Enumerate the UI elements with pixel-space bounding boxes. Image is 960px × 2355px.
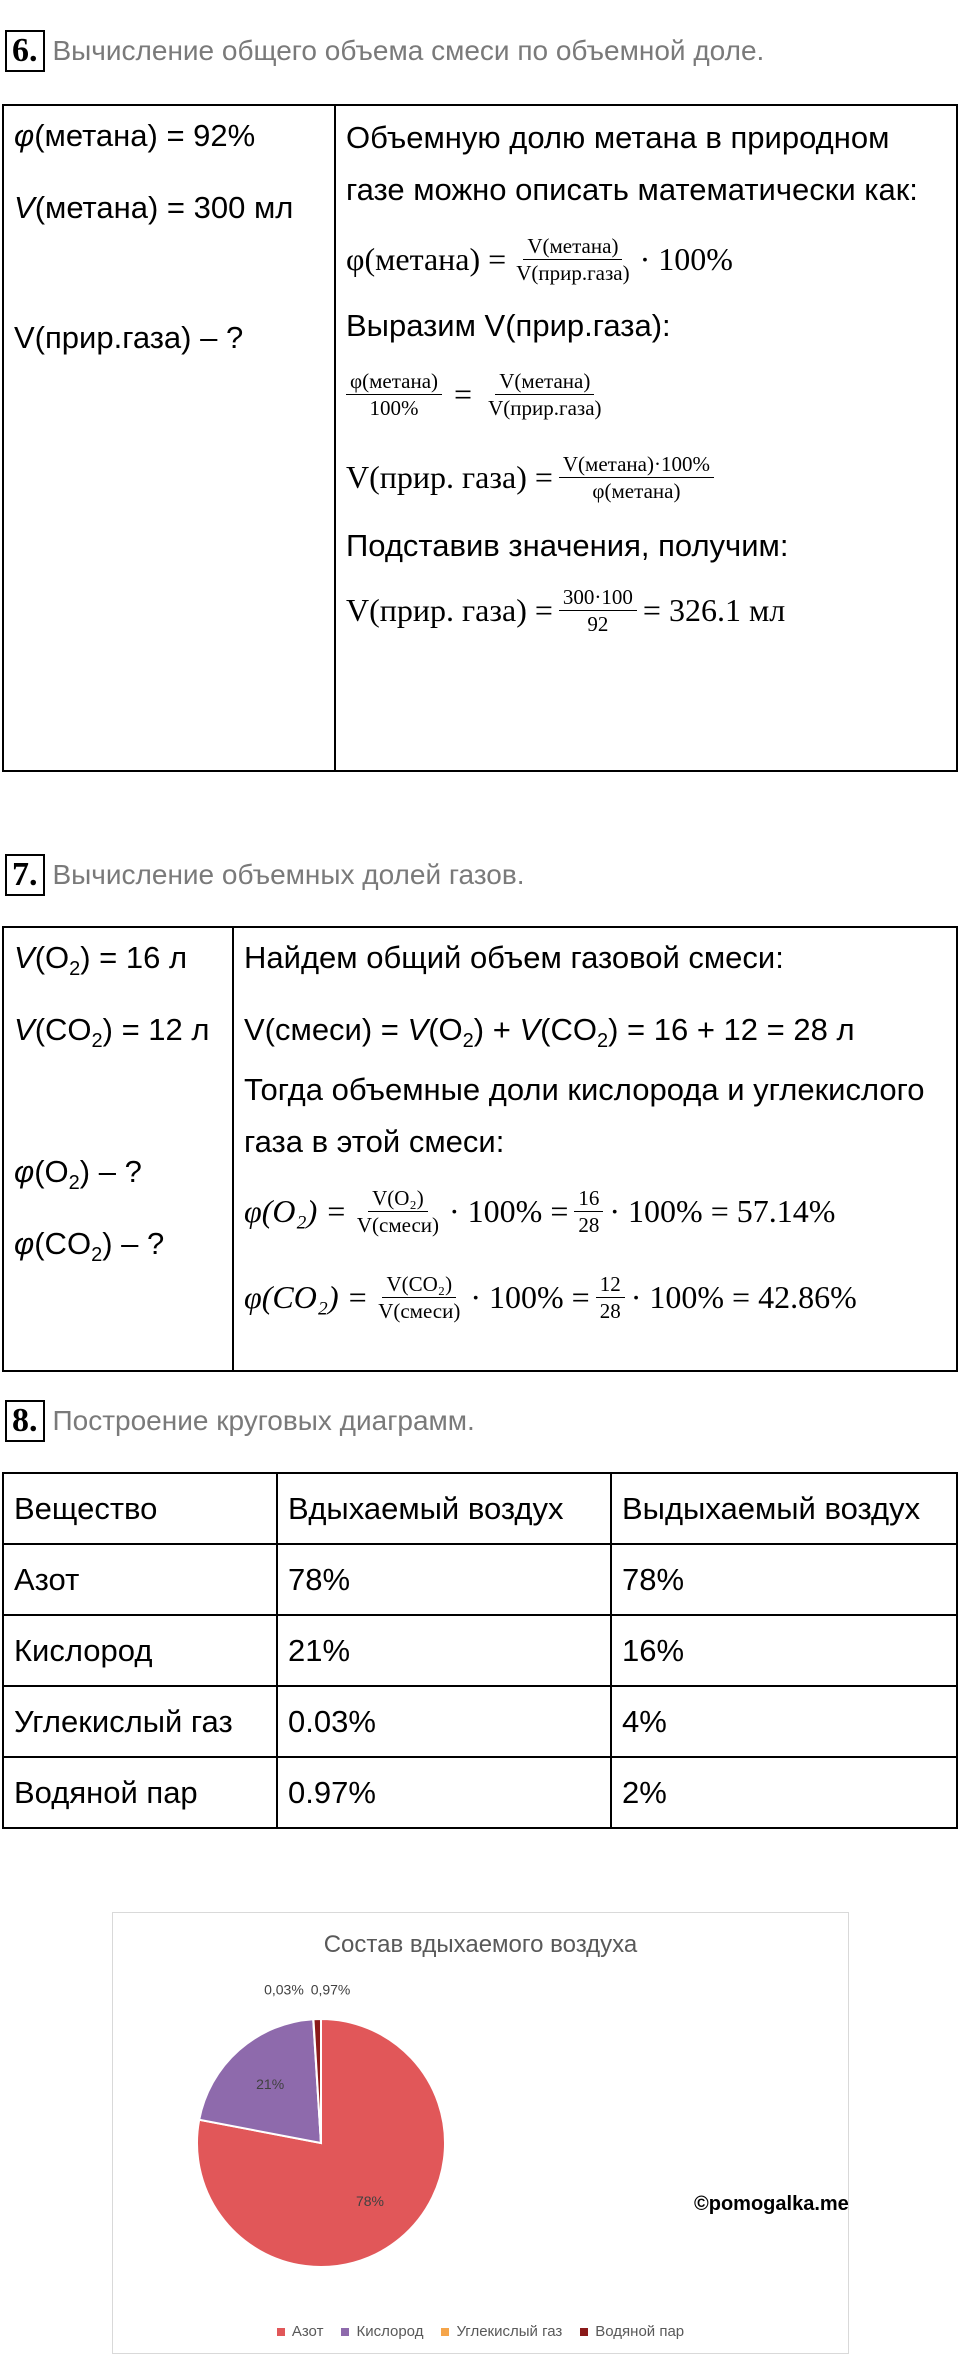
cell-inhaled: 78%: [277, 1544, 611, 1615]
legend-swatch: [580, 2328, 588, 2336]
task7-formula-co2: φ(CO₂) = $\frac{\text{V(CO₂)}}{\text{V(смеси)}}$ · 100% = $\frac{12}{28}$ · 100% = 42.86%: [244, 1271, 857, 1323]
task8-number: 8.: [5, 1400, 45, 1442]
header-substance: Вещество: [3, 1473, 277, 1544]
cell-substance: Кислород: [3, 1615, 277, 1686]
pie-svg: [113, 1913, 848, 2313]
task6-given-phi: φ(метана) = 92%: [14, 118, 256, 153]
table-row: [3, 1544, 957, 1615]
task7-title: Вычисление объемных долей газов.: [52, 859, 525, 890]
task6-formula-2: $\frac{\text{φ(метана)}}{100\%}$ = $\frac{\text{V(метана)}}{\text{V(прир.газа)}}$: [346, 350, 946, 438]
cell-substance: Водяной пар: [3, 1757, 277, 1828]
table-row: [3, 1757, 957, 1828]
task7-line-1: Найдем общий объем газовой смеси:: [244, 940, 784, 975]
task7-table: [2, 926, 958, 1372]
cell-inhaled: 0.03%: [277, 1686, 611, 1757]
task6-given-volume: V(метана) = 300 мл: [14, 190, 294, 225]
legend-swatch: [277, 2328, 285, 2336]
task6-formula-3: V(прир. газа) = $\frac{\text{V(метана)·100\%}}{\text{φ(метана)}}$: [346, 438, 946, 516]
task7-question-o2: $\varphi(O_2)$ – ?: [14, 1154, 142, 1195]
task6-table: [2, 104, 958, 772]
task7-header: [5, 854, 525, 896]
task6-question: V(прир.газа) – ?: [14, 320, 244, 355]
task6-solution-cell: [335, 105, 957, 771]
task7-formula-o2: φ(O₂) = $\frac{\text{V(O₂)}}{\text{V(смеси)}}$ · 100% = $\frac{16}{28}$ · 100% = 57.14%: [244, 1185, 836, 1237]
chart-legend: [113, 2323, 848, 2340]
legend-swatch: [341, 2328, 349, 2336]
task7-given-o2: $V(O_2) = 16$ л: [14, 940, 188, 981]
task6-formula-1: φ(метана) = $\frac{\text{V(метана)}}{\text{V(прир.газа)}}$ · 100%: [346, 233, 733, 285]
legend-label: Водяной пар: [595, 2323, 685, 2340]
legend-label: Кислород: [356, 2323, 424, 2340]
cell-substance: Азот: [3, 1544, 277, 1615]
task6-title: Вычисление общего объема смеси по объемной доле.: [52, 35, 765, 66]
legend-label: Углекислый газ: [456, 2323, 563, 2340]
pie-data-label: 78%: [355, 2192, 385, 2209]
inhaled-air-pie-chart: [112, 1912, 849, 2354]
cell-exhaled: 4%: [611, 1686, 957, 1757]
table-header-row: [3, 1473, 957, 1544]
task6-number: 6.: [5, 30, 45, 72]
task7-number: 7.: [5, 854, 45, 896]
air-composition-table: [2, 1472, 958, 1829]
task6-header: [5, 30, 764, 72]
cell-exhaled: 16%: [611, 1615, 957, 1686]
legend-item: [580, 2323, 684, 2340]
pie-data-label: 0,97%: [310, 1981, 351, 1998]
task6-express: Выразим V(прир.газа):: [346, 308, 671, 343]
table-row: [3, 1686, 957, 1757]
legend-item: [441, 2323, 562, 2340]
legend-swatch: [441, 2328, 449, 2336]
legend-item: [341, 2323, 423, 2340]
legend-label: Азот: [291, 2323, 324, 2340]
header-exhaled: Выдыхаемый воздух: [611, 1473, 957, 1544]
cell-exhaled: 78%: [611, 1544, 957, 1615]
task7-question-co2: $\varphi(CO_2)$ – ?: [14, 1226, 165, 1267]
cell-inhaled: 21%: [277, 1615, 611, 1686]
task6-formula-4: V(прир. газа) = $\frac{300\cdot 100}{92}$ = 326.1 мл: [346, 584, 786, 636]
task7-sum: V(смеси) = $V(O_2) + V(CO_2) = 16 + 12 = 28$ л: [244, 1012, 855, 1053]
task7-solution-cell: [233, 927, 957, 1371]
header-inhaled: Вдыхаемый воздух: [277, 1473, 611, 1544]
cell-inhaled: 0.97%: [277, 1757, 611, 1828]
task8-header: [5, 1400, 475, 1442]
task7-line-3: Тогда объемные доли кислорода и углекислого газа в этой смеси:: [244, 1072, 925, 1159]
task7-given-cell: [3, 927, 233, 1371]
chart-title: Состав вдыхаемого воздуха: [323, 1931, 638, 1958]
cell-substance: Углекислый газ: [3, 1686, 277, 1757]
task6-given-cell: [3, 105, 335, 771]
cell-exhaled: 2%: [611, 1757, 957, 1828]
pie-data-label: 21%: [256, 2076, 285, 2093]
legend-item: [277, 2323, 324, 2340]
task7-given-co2: $V(CO_2) = 12$ л: [14, 1012, 210, 1053]
task6-substitute: Подставив значения, получим:: [346, 528, 789, 563]
watermark: ©pomogalka.me: [694, 2193, 849, 2215]
task6-intro: Объемную долю метана в природном газе можно описать математически как:: [346, 120, 918, 207]
table-row: [3, 1615, 957, 1686]
pie-data-label: 0,03%: [264, 1981, 304, 1998]
task8-title: Построение круговых диаграмм.: [52, 1405, 475, 1436]
